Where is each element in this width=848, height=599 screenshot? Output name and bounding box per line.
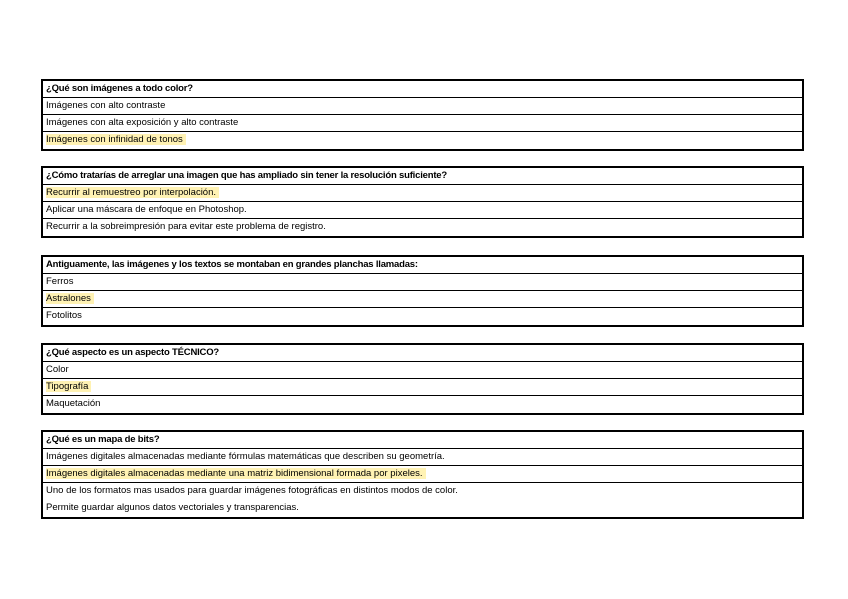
question-text: ¿Qué es un mapa de bits? (43, 432, 802, 449)
answer-option (43, 202, 802, 219)
quiz-block-2 (41, 166, 804, 238)
answer-option (43, 98, 802, 115)
answer-text: Imágenes con alta exposición y alto contraste (46, 117, 239, 128)
correct-answer-highlight: Tipografía (46, 381, 91, 392)
question-table (41, 255, 804, 327)
question-table (41, 79, 804, 151)
answer-option-correct (43, 132, 802, 149)
answer-text: Fotolitos (46, 310, 82, 321)
answer-option-correct (43, 185, 802, 202)
correct-answer-highlight: Astralones (46, 293, 94, 304)
question-text: ¿Qué son imágenes a todo color? (43, 81, 802, 98)
answer-option (43, 219, 802, 236)
question-text: ¿Cómo tratarías de arreglar una imagen que has ampliado sin tener la resolución suficiente? (43, 168, 802, 185)
answer-text: Imágenes digitales almacenadas mediante fórmulas matemáticas que describen su geometría. (46, 451, 445, 462)
answer-text: Uno de los formatos mas usados para guardar imágenes fotográficas en distintos modos de color. (46, 485, 458, 496)
answer-option (43, 483, 802, 500)
question-text: Antiguamente, las imágenes y los textos se montaban en grandes planchas llamadas: (43, 257, 802, 274)
answer-text: Color (46, 364, 69, 375)
answer-option (43, 308, 802, 325)
quiz-block-1 (41, 79, 804, 151)
answer-text: Permite guardar algunos datos vectoriales y transparencias. (46, 502, 299, 513)
answer-option (43, 115, 802, 132)
answer-option (43, 362, 802, 379)
quiz-block-5 (41, 430, 804, 519)
answer-text: Recurrir a la sobreimpresión para evitar este problema de registro. (46, 221, 326, 232)
question-table (41, 166, 804, 238)
correct-answer-highlight: Recurrir al remuestreo por interpolación. (46, 187, 219, 198)
answer-option (43, 500, 802, 517)
answer-option (43, 274, 802, 291)
answer-text: Imágenes con alto contraste (46, 100, 166, 111)
answer-option (43, 449, 802, 466)
answer-option-correct (43, 466, 802, 483)
answer-option (43, 396, 802, 413)
quiz-block-4 (41, 343, 804, 415)
quiz-block-3 (41, 255, 804, 327)
question-text: ¿Qué aspecto es un aspecto TÉCNICO? (43, 345, 802, 362)
correct-answer-highlight: Imágenes con infinidad de tonos (46, 134, 186, 145)
question-table (41, 430, 804, 519)
answer-option-correct (43, 291, 802, 308)
answer-text: Ferros (46, 276, 74, 287)
answer-text: Aplicar una máscara de enfoque en Photoshop. (46, 204, 247, 215)
answer-text: Maquetación (46, 398, 101, 409)
question-table (41, 343, 804, 415)
correct-answer-highlight: Imágenes digitales almacenadas mediante una matriz bidimensional formada por pixeles. (46, 468, 426, 479)
answer-option-correct (43, 379, 802, 396)
